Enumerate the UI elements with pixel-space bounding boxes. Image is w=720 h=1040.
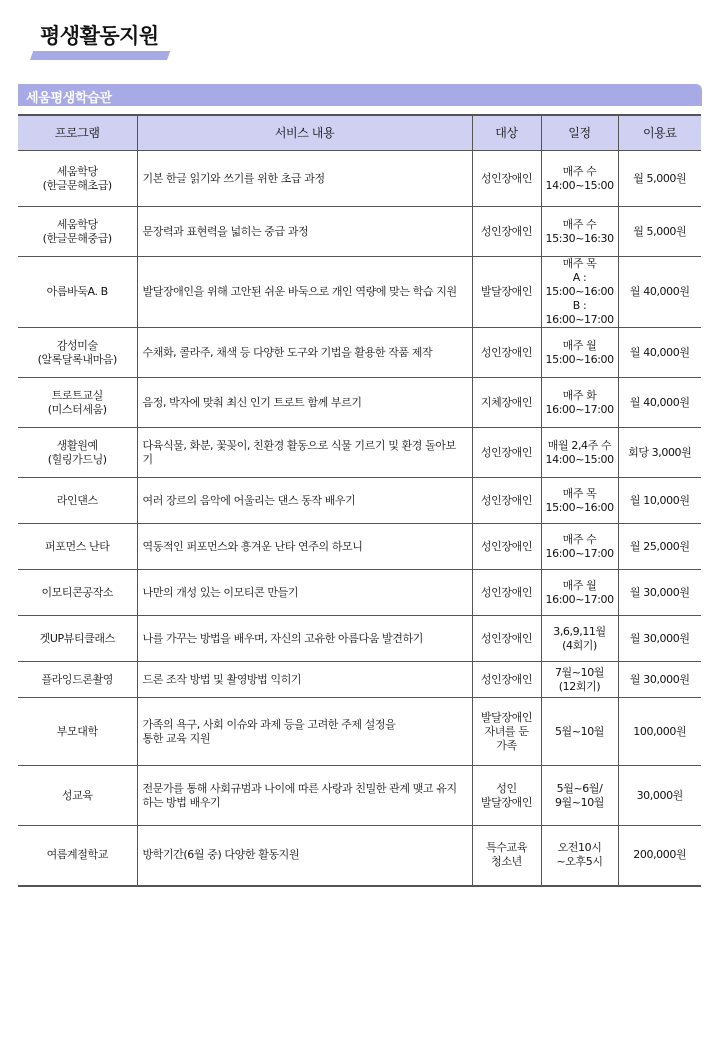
table-row xyxy=(18,570,701,616)
cell-schedule: 매주 수 15:30~16:30 xyxy=(541,207,618,257)
cell-fee: 월 30,000원 xyxy=(618,662,701,698)
header-schedule: 일정 xyxy=(541,115,618,151)
cell-program: 세움학당 (한글문해중급) xyxy=(18,207,137,257)
table-row xyxy=(18,662,701,698)
cell-target: 성인장애인 xyxy=(472,207,541,257)
cell-program: 겟UP뷰티클래스 xyxy=(18,616,137,662)
table-row xyxy=(18,257,701,328)
header-program: 프로그램 xyxy=(18,115,137,151)
cell-content: 발달장애인을 위해 고안된 쉬운 바둑으로 개인 역량에 맞는 학습 지원 xyxy=(137,257,472,328)
page-title: 평생활동지원 xyxy=(40,24,159,48)
program-table xyxy=(18,114,701,887)
cell-fee: 월 30,000원 xyxy=(618,570,701,616)
table-row xyxy=(18,378,701,428)
cell-content: 나만의 개성 있는 이모티콘 만들기 xyxy=(137,570,472,616)
cell-content: 나를 가꾸는 방법을 배우며, 자신의 고유한 아름다움 발견하기 xyxy=(137,616,472,662)
cell-program: 여름계절학교 xyxy=(18,826,137,886)
cell-target: 발달장애인 xyxy=(472,257,541,328)
cell-target: 발달장애인 자녀를 둔 가족 xyxy=(472,698,541,766)
table-row xyxy=(18,698,701,766)
cell-schedule: 매월 2,4주 수 14:00~15:00 xyxy=(541,428,618,478)
cell-schedule: 오전10시 ~오후5시 xyxy=(541,826,618,886)
cell-schedule: 5월~10월 xyxy=(541,698,618,766)
table-body xyxy=(18,151,701,886)
cell-content: 음정, 박자에 맞춰 최신 인기 트로트 함께 부르기 xyxy=(137,378,472,428)
cell-target: 성인장애인 xyxy=(472,616,541,662)
cell-target: 성인장애인 xyxy=(472,478,541,524)
cell-content: 방학기간(6월 중) 다양한 활동지원 xyxy=(137,826,472,886)
cell-content: 전문가를 통해 사회규범과 나이에 따른 사랑과 친밀한 관계 맺고 유지하는 방법 배우기 xyxy=(137,766,472,826)
cell-target: 성인장애인 xyxy=(472,524,541,570)
table-row xyxy=(18,826,701,886)
cell-schedule: 5월~6월/ 9월~10월 xyxy=(541,766,618,826)
table-row xyxy=(18,328,701,378)
cell-target: 성인장애인 xyxy=(472,151,541,207)
cell-schedule: 매주 월 15:00~16:00 xyxy=(541,328,618,378)
cell-schedule: 매주 수 14:00~15:00 xyxy=(541,151,618,207)
cell-program: 감성미술 (알록달록내마음) xyxy=(18,328,137,378)
cell-program: 세움학당 (한글문해초급) xyxy=(18,151,137,207)
cell-target: 성인 발달장애인 xyxy=(472,766,541,826)
cell-program: 트로트교실 (미스터세움) xyxy=(18,378,137,428)
cell-fee: 100,000원 xyxy=(618,698,701,766)
table-header-row xyxy=(18,115,701,151)
cell-program: 라인댄스 xyxy=(18,478,137,524)
section-title: 세움평생학습관 xyxy=(26,91,112,106)
cell-target: 성인장애인 xyxy=(472,428,541,478)
cell-schedule: 매주 목 15:00~16:00 xyxy=(541,478,618,524)
cell-fee: 30,000원 xyxy=(618,766,701,826)
cell-fee: 월 25,000원 xyxy=(618,524,701,570)
header-content: 서비스 내용 xyxy=(137,115,472,151)
cell-fee: 월 5,000원 xyxy=(618,207,701,257)
cell-schedule: 매주 수 16:00~17:00 xyxy=(541,524,618,570)
cell-fee: 월 40,000원 xyxy=(618,328,701,378)
cell-target: 성인장애인 xyxy=(472,662,541,698)
cell-program: 성교육 xyxy=(18,766,137,826)
cell-fee: 월 40,000원 xyxy=(618,257,701,328)
cell-content: 다육식물, 화분, 꽃꽂이, 친환경 활동으로 식물 기르기 및 환경 돌아보기 xyxy=(137,428,472,478)
cell-schedule: 매주 목 A : 15:00~16:00 B : 16:00~17:00 xyxy=(541,257,618,328)
cell-content: 드론 조작 방법 및 촬영방법 익히기 xyxy=(137,662,472,698)
cell-fee: 200,000원 xyxy=(618,826,701,886)
cell-content: 문장력과 표현력을 넓히는 중급 과정 xyxy=(137,207,472,257)
cell-schedule: 3,6,9,11월 (4회기) xyxy=(541,616,618,662)
table-row xyxy=(18,207,701,257)
cell-content: 역동적인 퍼포먼스와 흥겨운 난타 연주의 하모니 xyxy=(137,524,472,570)
section-bar xyxy=(18,84,702,106)
table-row xyxy=(18,524,701,570)
cell-fee: 월 5,000원 xyxy=(618,151,701,207)
cell-program: 퍼포먼스 난타 xyxy=(18,524,137,570)
table-row xyxy=(18,428,701,478)
header-target: 대상 xyxy=(472,115,541,151)
cell-content: 수채화, 콜라주, 채색 등 다양한 도구와 기법을 활용한 작품 제작 xyxy=(137,328,472,378)
cell-content: 기본 한글 읽기와 쓰기를 위한 초급 과정 xyxy=(137,151,472,207)
cell-content: 여러 장르의 음악에 어울리는 댄스 동작 배우기 xyxy=(137,478,472,524)
cell-content: 가족의 욕구, 사회 이슈와 과제 등을 고려한 주제 설정을 통한 교육 지원 xyxy=(137,698,472,766)
cell-target: 성인장애인 xyxy=(472,328,541,378)
cell-fee: 월 40,000원 xyxy=(618,378,701,428)
cell-fee: 월 10,000원 xyxy=(618,478,701,524)
cell-target: 성인장애인 xyxy=(472,570,541,616)
cell-fee: 회당 3,000원 xyxy=(618,428,701,478)
header-fee: 이용료 xyxy=(618,115,701,151)
title-underline xyxy=(30,51,170,60)
cell-fee: 월 30,000원 xyxy=(618,616,701,662)
cell-program: 이모티콘공작소 xyxy=(18,570,137,616)
cell-program: 플라잉드론촬영 xyxy=(18,662,137,698)
cell-target: 지체장애인 xyxy=(472,378,541,428)
table-row xyxy=(18,766,701,826)
cell-schedule: 7월~10월 (12회기) xyxy=(541,662,618,698)
table-row xyxy=(18,478,701,524)
table-row xyxy=(18,616,701,662)
cell-program: 아름바둑A. B xyxy=(18,257,137,328)
cell-schedule: 매주 화 16:00~17:00 xyxy=(541,378,618,428)
cell-program: 부모대학 xyxy=(18,698,137,766)
cell-program: 생활원예 (힐링가드닝) xyxy=(18,428,137,478)
table-row xyxy=(18,151,701,207)
cell-schedule: 매주 월 16:00~17:00 xyxy=(541,570,618,616)
cell-target: 특수교육 청소년 xyxy=(472,826,541,886)
